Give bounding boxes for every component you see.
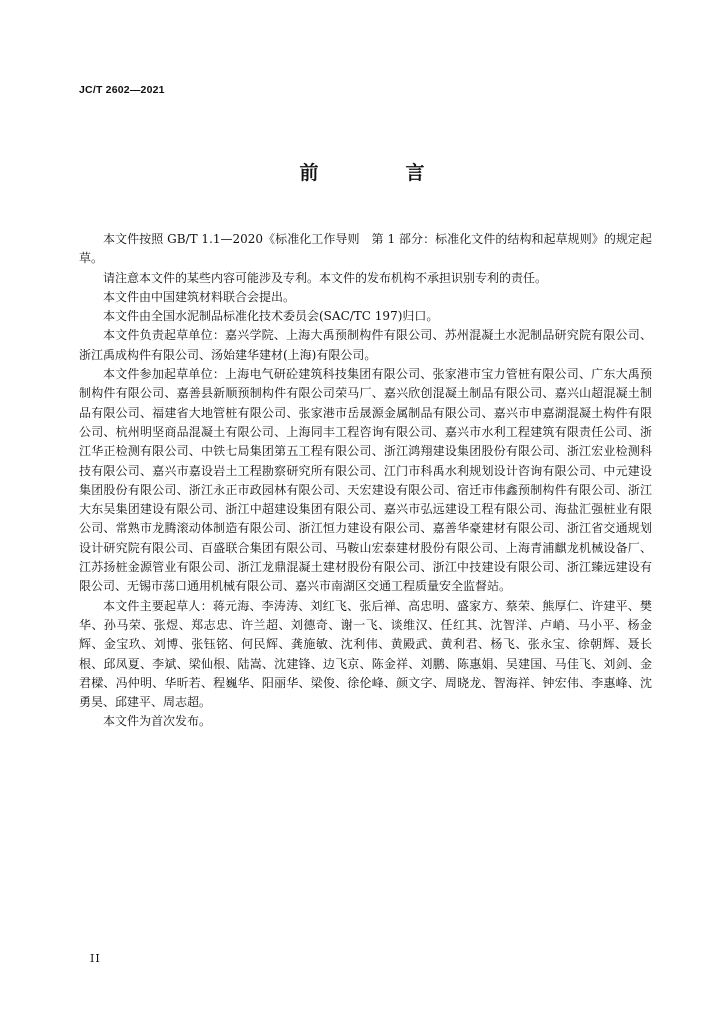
page-title: 前 言: [299, 162, 459, 184]
paragraph-proposer: 本文件由中国建筑材料联合会提出。: [103, 289, 296, 304]
paragraph-drafting-rules: 本文件按照 GB/T 1.1—2020《标准化工作导则 第 1 部分：标准化文件的结构和起草规则》的规定起草。: [79, 232, 652, 266]
paragraph-committee: 本文件由全国水泥制品标准化技术委员会(SAC/TC 197)归口。: [103, 309, 439, 324]
paragraph-lead-drafters: 本文件负责起草单位：嘉兴学院、上海大禹预制构件有限公司、苏州混凝土水泥制品研究院有限公司、浙江禹成构件有限公司、汤始建华建材(上海)有限公司。: [79, 328, 652, 362]
paragraph-patent-notice: 请注意本文件的某些内容可能涉及专利。本文件的发布机构不承担识别专利的责任。: [103, 270, 548, 285]
paragraph-participating-drafters: 本文件参加起草单位：上海电气研砼建筑科技集团有限公司、张家港市宝力管桩有限公司、广东大禹预制构件有限公司、嘉善县新顺预制构件有限公司荣马厂、嘉兴欣创混凝土制品有限公司、嘉兴山超混凝土制品有限公司、福建省大地管桩有限公司、张家港市岳晟源金属制品有限公司、嘉兴市申嘉湖混凝土构件有限公司、杭州明坚商品混凝土有限公司、上海同丰工程咨询有限公司、嘉兴市水利工程建筑有限责任公司、浙江华正检测有限公司、中铁七局集团第五工程有限公司、浙江鸿翔建设集团股份有限公司、浙江宏业检测科技有限公司、嘉兴市嘉设岩土工程勘察研究所有限公司、江门市科禹水利规划设计咨询有限公司、中元建设集团股份有限公司、浙江永正市政园林有限公司、天宏建设有限公司、宿迁市伟鑫预制构件有限公司、浙江大东吴集团建设有限公司、浙江中超建设集团有限公司、嘉兴市弘远建设工程有限公司、海盐汇强桩业有限公司、常熟市龙腾滚动体制造有限公司、浙江恒力建设有限公司、嘉善华豪建材有限公司、浙江省交通规划设计研究院有限公司、百盛联合集团有限公司、马鞍山宏泰建材股份有限公司、上海青浦麒龙机械设备厂、江苏扬桩金源管业有限公司、浙江龙鼎混凝土建材股份有限公司、浙江中技建设有限公司、浙江臻远建设有限公司、无锡市荡口通用机械有限公司、嘉兴市南湖区交通工程质量安全监督站。: [79, 367, 652, 594]
paragraph-first-release: 本文件为首次发布。: [103, 714, 212, 729]
paragraph-main-drafters: 本文件主要起草人：蒋元海、李涛涛、刘红飞、张后禅、高忠明、盛家方、蔡荣、熊厚仁、许建平、樊华、孙马荣、张煜、郑志忠、许兰超、刘德奇、谢一飞、谈维汉、任红其、沈智洋、卢峭、马小平、杨金辉、金宝玖、刘博、张钰铭、何民辉、龚施敏、沈利伟、黄殿武、黄利君、杨飞、张永宝、徐朝辉、聂长根、邱凤夏、李斌、梁仙根、陆嵩、沈建锋、边飞京、陈金祥、刘鹏、陈惠娟、吴建国、马佳飞、刘剑、金君樑、冯仲明、华昕若、程巍华、阳丽华、梁俊、徐伦峰、颜文字、周晓龙、智海祥、钟宏伟、李惠峰、沈勇昊、邱建平、周志超。: [79, 598, 652, 710]
page-number: II: [90, 952, 101, 965]
foreword-body: [79, 230, 652, 732]
standard-code: JC/T 2602—2021: [79, 84, 165, 96]
